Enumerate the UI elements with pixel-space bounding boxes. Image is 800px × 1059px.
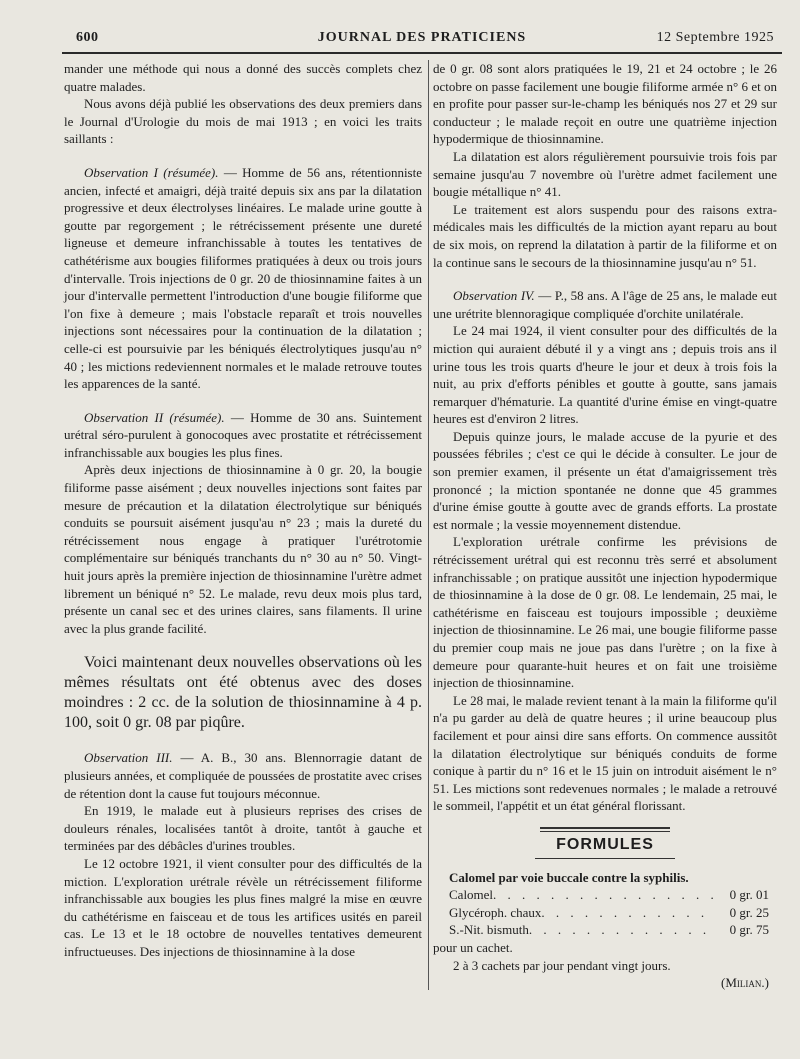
formules-title: FORMULES xyxy=(556,835,654,853)
observation-title: Observation II (résumée). xyxy=(84,409,225,425)
leader-dots xyxy=(529,921,715,939)
ingredient-row xyxy=(433,886,777,904)
ingredient-quantity: 0 gr. 01 xyxy=(729,887,769,903)
left-column xyxy=(64,60,422,961)
ingredient-row xyxy=(433,921,777,939)
paragraph: En 1919, le malade eut à plusieurs reprises des crises de douleurs rénales, localisées tantôt à droite, tantôt à gauche et terminées par des débâcles d'urines troubles. xyxy=(64,803,422,854)
paragraph: Le traitement est alors suspendu pour des raisons extra-médicales mais les difficultés de la miction ayant reparu au bout de six mois, on reprend la dilatation à partir de la filiforme et on la continue sans le secours de la thiosinnamine jusqu'au n° 51. xyxy=(433,201,777,270)
paragraph: Le 12 octobre 1921, il vient consulter pour des difficultés de la miction. L'exploration urétrale révèle un rétrécissement filiforme infranchissable aux bougies les plus fines malgré la mise en œuvre du cathétérisme en faisceau et de tous les artifices usités en pareil cas. Le 13 et le 18 octobre de nouvelles tentatives demeurent infructueuses. Des injections de thiosinnamine à la dose xyxy=(64,855,422,959)
page-number: 600 xyxy=(76,30,99,45)
observation-2 xyxy=(64,409,422,462)
observation-3 xyxy=(64,749,422,802)
observation-1 xyxy=(64,164,422,393)
observation-text: — Homme de 56 ans, rétentionniste ancien, infecté et amaigri, déjà traité depuis six ans par la dilatation progressive et deux électrolyses linéaires. Le malade urine goutte à goutte par regorgement ; le rétrécissement présente une dureté ligneuse et demeure infranchissable à toutes les tentatives de cathétérisme aux bougies filiformes pratiquées à deux ou trois jours d'intervalle. Trois injections de 0 gr. 20 de thiosinnamine faites à un jour d'intervalle permettent l'introduction d'une bougie filiforme que l'on fixe à demeure ; mais l'obstacle reparaît et trois nouvelles injections sont nécessaires pour la continuation de la dilatation ; celle-ci est poursuivie par les béniqués électrolytiques jusqu'au n° 40 ; les mictions redeviennent normales et le malade retrouve toutes les apparences de la santé. xyxy=(64,164,422,392)
ingredient-quantity: 0 gr. 25 xyxy=(729,904,769,920)
journal-title: JOURNAL DES PRATICIENS xyxy=(317,30,527,45)
formules-rule xyxy=(540,831,670,832)
leader-dots xyxy=(493,886,715,904)
observation-text: — P., 58 ans. A l'âge de 25 ans, le malade eut une urétrite blennoragique compliquée d'orchite unilatérale. xyxy=(433,288,777,321)
paragraph: La dilatation est alors régulièrement poursuivie trois fois par semaine jusqu'au 7 novembre où l'urètre admet facilement une bougie métallique n° 41. xyxy=(433,148,777,200)
section-intro: Voici maintenant deux nouvelles observations où les mêmes résultats ont été obtenus avec des doses moindres : 2 cc. de la solution de thiosinnamine à 4 p. 100, soit 0 gr. 08 par piqûre. xyxy=(64,654,422,732)
paragraph: mander une méthode qui nous a donné des succès complets chez quatre malades. xyxy=(64,61,422,94)
observation-title: Observation III. xyxy=(84,750,173,766)
issue-date: 12 Septembre 1925 xyxy=(656,30,774,45)
column-divider xyxy=(428,60,429,990)
intro-text: Nous avons déjà publié les observations des deux premiers dans le Journal d'Urologie du mois de mai 1913 ; en voici les traits saillants : xyxy=(64,96,422,147)
formula-heading: Calomel par voie buccale contre la syphilis. xyxy=(449,869,689,885)
paragraph: Depuis quinze jours, le malade accuse de la pyurie et des poussées fébriles ; c'est ce qui le décide à consulter. Le jour de son premier examen, il présente un état d'amaigrissement très prononcé ; la miction spontanée ne donne que 45 grammes d'urine émise goutte à goutte avec de grands efforts. La prostate est normale ; la vessie moyennement distendue. xyxy=(433,428,777,532)
author-signature: (Milian.) xyxy=(721,975,769,991)
observation-4 xyxy=(433,287,777,322)
formules-rule xyxy=(540,827,670,829)
paragraph: Après deux injections de thiosinnamine à 0 gr. 20, la bougie filiforme passe aisément ; deux nouvelles injections sont faites par mesure de précaution et la dilatation électrolytique sur béniqués conduits se poursuit aisément jusqu'au n° 23 ; mais la dureté du rétrécissement nous engage à pratiquer l'urétrotomie complémentaire sur béniqués tranchants du n° 30 au n° 50. Vingt-huit jours après la première injection de thiosinnamine l'urètre admet librement un béniqué n° 52. Le malade, revu deux mois plus tard, présente un canal sec et des urines claires, sans filaments. Il urine avec la plus grande facilité. xyxy=(64,462,422,636)
paragraph: Le 28 mai, le malade revient tenant à la main la filiforme qu'il n'a pu garder au delà de quatre heures ; il urine beaucoup plus facilement et pour ainsi dire sans efforts. On commence aussitôt la dilatation électrolytique sur béniqués conduits de forme conique à partir du n° 16 et le 15 juin on introduit aisément le n° 51. Les mictions sont redevenues normales ; le malade a retrouvé le sommeil, l'appétit et un état général florissant. xyxy=(433,692,777,814)
page-header xyxy=(62,26,782,54)
right-column xyxy=(433,60,777,992)
ingredient-name: Glycéroph. chaux xyxy=(449,904,542,920)
paragraph: L'exploration urétrale confirme les prévisions de rétrécissement urétral qui est reconnu très serré et absolument infranchissable ; on pratique aussitôt une injection hypodermique de thiosinnamine à la dose de 0 gr. 08. Le lendemain, 25 mai, le cathétérisme en faisceau est toujours impossible ; deuxième injection de thiosinnamine. Le 26 mai, une bougie filiforme passe du premier coup mais ne joue pas dans l'urètre ; on la fixe à demeure pour quarante-huit heures et on fait une troisième injection de thiosinnamine. xyxy=(433,534,777,691)
observation-title: Observation IV. xyxy=(453,288,535,304)
leader-dots xyxy=(541,904,715,922)
paragraph xyxy=(64,95,422,148)
ingredient-quantity: 0 gr. 75 xyxy=(729,922,769,938)
ingredient-name: S.-Nit. bismuth xyxy=(449,922,529,938)
dosage-note: 2 à 3 cachets par jour pendant vingt jours. xyxy=(453,957,671,973)
paragraph: de 0 gr. 08 sont alors pratiquées le 19, 21 et 24 octobre ; le 26 octobre on passe facilement une bougie filiforme armée n° 6 et on en profite pour passer sur-le-champ les béniqués nos 27 et 29 sur conducteur ; le malade reçoit en outre une quatrième injection hypodermique de thiosinnamine. xyxy=(433,61,777,147)
ingredient-row xyxy=(433,904,777,922)
cachet-note: pour un cachet. xyxy=(433,939,513,955)
formules-underline xyxy=(535,858,675,859)
observation-text: — A. B., 30 ans. Blennorragie datant de plusieurs années, et compliquée de poussées de prostatite avec crises de rétention dont la cause fut toujours méconnue. xyxy=(64,750,422,801)
observation-text: — Homme de 30 ans. Suintement urétral séro-purulent à gonocoques avec prostatite et rétrécissement infranchissable aux bougies les plus fines. xyxy=(64,409,423,460)
observation-title: Observation I (résumée). xyxy=(84,164,219,180)
ingredient-name: Calomel xyxy=(449,887,494,903)
paragraph: Le 24 mai 1924, il vient consulter pour des difficultés de la miction qui auraient débuté il y a vingt ans ; depuis trois ans il urine tous les trois quarts d'heure le jour et deux à trois fois la nuit, au prix d'efforts pénibles et goutte à goutte, sans jamais remarquer d'hématurie. La quantité d'urine émise en vingt-quatre heures est d'environ 2 litres. xyxy=(433,323,777,427)
